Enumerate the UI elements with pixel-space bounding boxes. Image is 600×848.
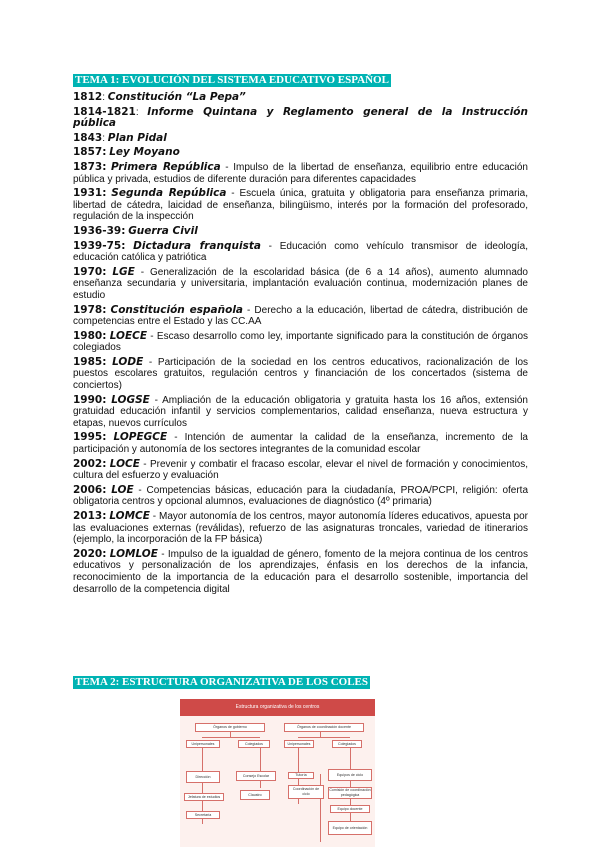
entry-law-name: Constitución española xyxy=(110,303,244,316)
entry-law-name: LODE xyxy=(112,355,144,368)
entry-dash: - xyxy=(134,266,150,278)
entry-dash: - xyxy=(226,188,240,200)
box-unipersonales-coordinacion: Unipersonales xyxy=(284,740,314,748)
entry-description: Generalización de la escolaridad básica (de 6 a 14 años), aumento alumnado enseñanza secundaria y universitaria, implantación evaluación continua, modernización planes de estudio xyxy=(73,266,528,301)
timeline-entry xyxy=(73,511,528,546)
box-consejo-escolar: Consejo Escolar xyxy=(236,771,276,781)
entry-separator: : xyxy=(135,106,148,118)
entry-year: 1995: xyxy=(73,431,107,444)
timeline-entry xyxy=(73,226,528,238)
tema-2-title: TEMA 2: ESTRUCTURA ORGANIZATIVA DE LOS COLES xyxy=(75,676,368,688)
box-coordinacion-ciclo: Coordinación de ciclo xyxy=(288,785,324,799)
box-equipo-docente: Equipo docente xyxy=(330,805,370,813)
connector xyxy=(298,737,350,738)
entry-description: Impulso de la igualdad de género, fomento de la mejora continua de los centros educativos y personalización de los aprendizajes, énfasis en los derechos de la infancia, reconocimiento de la importancia de la educación para el desarrollo sostenible, importancia del desarrollo de la competencia digital xyxy=(73,548,528,595)
timeline-entry xyxy=(73,357,528,392)
timeline-entry xyxy=(73,133,528,145)
timeline-entry xyxy=(73,107,528,130)
entry-law-name: Guerra Civil xyxy=(128,224,198,237)
entry-year: 2002: xyxy=(73,457,107,470)
entry-description: Competencias básicas, educación para la ciudadanía, PROA/PCPI, religión: oferta obligatoria centros y opcional alumnos, evaluaciones de diagnóstico (4º primaria) xyxy=(73,484,529,508)
entry-law-name: LOMLOE xyxy=(109,547,158,560)
entry-law-name: LGE xyxy=(112,265,135,278)
entry-separator xyxy=(125,241,133,252)
timeline-entry xyxy=(73,188,528,223)
entry-year: 1931: xyxy=(73,187,107,200)
entry-year: 2020: xyxy=(73,547,107,560)
entry-separator: : xyxy=(102,92,108,103)
entry-year: 1814-1821 xyxy=(73,105,136,118)
timeline-entry xyxy=(73,549,528,595)
entry-law-name: Informe Quintana y Reglamento general de la Instrucción pública xyxy=(73,105,528,130)
entry-year: 1812 xyxy=(73,91,103,103)
timeline-entry xyxy=(73,432,528,455)
entry-law-name: LOE xyxy=(111,483,134,496)
entry-dash: - xyxy=(149,511,159,522)
entry-law-name: Plan Pidal xyxy=(107,131,167,144)
entry-law-name: Dictadura franquista xyxy=(133,239,261,252)
entry-law-name: Primera República xyxy=(111,160,221,173)
entry-year: 1843 xyxy=(73,131,103,144)
box-secretaria: Secretaría xyxy=(186,811,220,819)
box-unipersonales-gobierno: Unipersonales xyxy=(186,740,220,748)
timeline-entry xyxy=(73,267,528,302)
timeline-entry xyxy=(73,305,528,328)
entry-law-name: LOECE xyxy=(109,329,148,342)
box-ccp: Comisión de coordinación pedagógica xyxy=(329,788,371,797)
entry-dash: - xyxy=(167,432,185,444)
timeline-entry xyxy=(73,162,528,185)
box-equipos-ciclo: Equipos de ciclo xyxy=(328,769,372,781)
box-jefatura: Jefatura de estudios xyxy=(184,793,224,801)
entry-year: 1990: xyxy=(73,393,107,406)
entry-year: 1936-39: xyxy=(73,224,126,237)
entry-law-name: Constitución “La Pepa” xyxy=(107,91,246,103)
org-structure-diagram xyxy=(180,699,375,847)
entry-law-name: LOCE xyxy=(109,457,140,470)
entry-description: Ampliación de la educación obligatoria y gratuita hasta los 16 años, extensión gratuidad educación infantil y servicios complementarios, calidad enseñanza, nueva estructura y etapas, nuevos currículos xyxy=(73,394,528,429)
timeline-entry xyxy=(73,331,528,354)
entry-dash: - xyxy=(133,484,147,496)
entry-dash: - xyxy=(260,240,280,252)
box-organos-gobierno: Órganos de gobierno xyxy=(195,723,265,732)
entry-description: Mayor autonomía de los centros, mayor autonomía líderes educativos, apuesta por las evaluaciones externas (reválidas), refuerzo de las asignaturas troncales, variedad de itinerarios (ejemplo, la incorporación de la FP básica) xyxy=(73,511,529,546)
entry-year: 1873: xyxy=(73,160,107,173)
entry-law-name: Ley Moyano xyxy=(109,146,180,159)
box-claustro: Claustro xyxy=(240,790,270,800)
entry-description: Impulso de la libertad de enseñanza, equilibrio entre educación pública y privada, estudios de diferente duración para diferentes capacidades xyxy=(73,161,528,185)
entry-description: Prevenir y combatir el fracaso escolar, elevar el nivel de formación y conocimientos, cultura del esfuerzo y evaluación xyxy=(73,458,529,482)
connector xyxy=(202,737,260,738)
connector xyxy=(260,748,261,788)
entry-year: 1970: xyxy=(73,265,107,278)
entry-law-name: Segunda República xyxy=(111,187,227,200)
entry-year: 1939-75: xyxy=(73,239,126,252)
entry-dash: - xyxy=(147,330,157,342)
entry-year: 1980: xyxy=(73,329,107,342)
entry-dash: - xyxy=(149,394,163,406)
entry-dash: - xyxy=(157,548,168,560)
entry-year: 2006: xyxy=(73,483,107,496)
timeline-entry xyxy=(73,241,528,264)
entry-year: 2013: xyxy=(73,510,107,522)
box-equipo-orientacion: Equipo de orientación xyxy=(328,821,372,835)
entry-description: Escaso desarrollo como ley, importante significado para la constitución de órganos colegiados xyxy=(73,330,529,354)
timeline-entries xyxy=(73,92,528,598)
diagram-header: Estructura organizativa de los centros xyxy=(180,699,375,716)
timeline-entry xyxy=(73,485,528,508)
entry-year: 1978: xyxy=(73,303,107,316)
entry-dash: - xyxy=(139,458,150,470)
box-tutoria: Tutoría xyxy=(288,772,314,779)
entry-description: Participación de la sociedad en los centros educativos, racionalización de los puestos escolares gratuitos, regulación centros y financiación de los concertados (sistema de conciertos) xyxy=(73,356,529,392)
entry-law-name: LOPEGCE xyxy=(113,431,168,444)
entry-dash: - xyxy=(220,161,234,173)
box-colegiados-gobierno: Colegiados xyxy=(238,740,270,748)
entry-dash: - xyxy=(143,356,158,368)
entry-description: Intención de aumentar la calidad de la enseñanza, incremento de la participación y autonomía de los sectores integrantes de la comunidad escolar xyxy=(73,432,528,456)
entry-law-name: LOGSE xyxy=(111,393,150,406)
entry-law-name: LOMCE xyxy=(109,510,150,522)
entry-year: 1857: xyxy=(73,146,107,159)
entry-description: Escuela única, gratuita y obligatoria para enseñanza primaria, libertad de cátedra, laicidad de enseñanza, bilingüismo, interés por la formación del profesorado, regulación de la inspección xyxy=(73,188,528,223)
box-colegiados-coordinacion: Colegiados xyxy=(332,740,362,748)
tema-1-title: TEMA 1: EVOLUCIÓN DEL SISTEMA EDUCATIVO ESPAÑOL xyxy=(75,74,389,86)
entry-description: Educación como vehículo transmisor de ideología, educación católica y patriótica xyxy=(73,240,529,264)
entry-description: Derecho a la educación, libertad de cátedra, distribución de competencias entre el Estado y las CC.AA xyxy=(73,304,528,328)
entry-year: 1985: xyxy=(73,355,107,368)
box-organos-coordinacion: Órganos de coordinación docente xyxy=(284,723,364,732)
timeline-entry xyxy=(73,459,528,482)
entry-dash: - xyxy=(243,304,255,316)
timeline-entry xyxy=(73,395,528,430)
timeline-entry xyxy=(73,92,528,104)
box-direccion: Dirección xyxy=(186,771,220,783)
entry-separator: : xyxy=(102,132,108,144)
entry-separator xyxy=(106,432,113,443)
timeline-entry xyxy=(73,147,528,159)
